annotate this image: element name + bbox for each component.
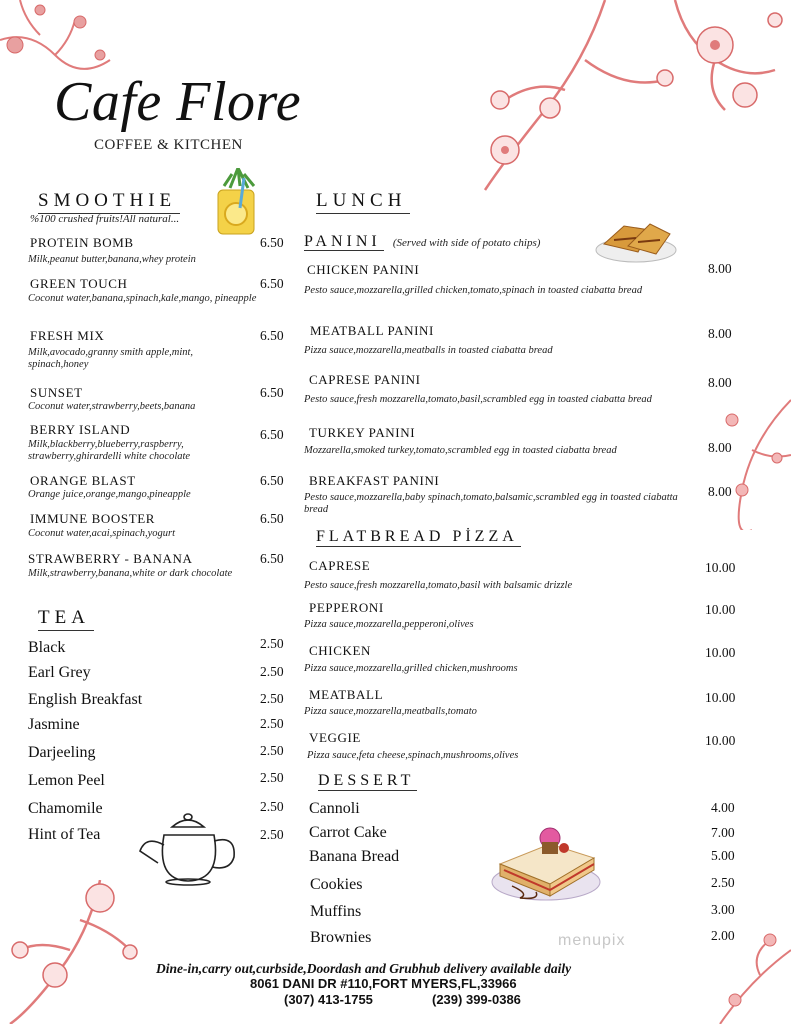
lunch-section-title: LUNCH: [316, 190, 410, 214]
item-description: Orange juice,orange,mango,pineapple: [28, 489, 191, 500]
item-name: STRAWBERRY - BANANA: [28, 551, 193, 566]
pizza-item-description: Pizza sauce,mozzarella,meatballs,tomato: [304, 706, 477, 717]
tea-item-price: 2.50: [260, 716, 284, 731]
pizza-item-description: Pizza sauce,mozzarella,pepperoni,olives: [304, 619, 474, 630]
dessert-item-price: 2.00: [711, 928, 735, 943]
item-price: 6.50: [260, 276, 284, 291]
tea-item-name: Hint of Tea: [28, 826, 101, 843]
pizza-item-price: 10.00: [705, 645, 736, 660]
pizza-item-name: CAPRESE: [309, 558, 371, 573]
dessert-item-name: Brownies: [310, 929, 372, 946]
pizza-item-name: PEPPERONI: [309, 600, 384, 615]
item-description: Milk,blackberry,blueberry,raspberry, strawberry,ghirardelli white chocolate: [28, 439, 191, 462]
panini-header: [304, 231, 540, 251]
item-price: 6.50: [260, 511, 284, 526]
tea-item-price: 2.50: [260, 664, 284, 679]
smoothie-note: %100 crushed fruits!All natural...: [30, 213, 180, 225]
pizza-item-price: 10.00: [705, 602, 736, 617]
item-price: 6.50: [260, 551, 284, 566]
panini-item-price: 8.00: [708, 261, 732, 276]
smoothie-item: [30, 385, 292, 401]
cake-slice-icon: [490, 824, 604, 904]
dessert-item-name: Cannoli: [309, 800, 360, 817]
dessert-item-name: Cookies: [310, 876, 363, 893]
panini-item-price: 8.00: [708, 326, 732, 341]
smoothie-item: [30, 422, 292, 442]
item-description: Milk,peanut butter,banana,whey protein: [28, 254, 196, 265]
dessert-item-price: 3.00: [711, 902, 735, 917]
brand-tagline: COFFEE & KITCHEN: [94, 137, 243, 153]
floral-branch-bottom-right: [680, 920, 791, 1024]
tea-item-price: 2.50: [260, 636, 284, 651]
tea-item-price: 2.50: [260, 799, 284, 814]
tea-item-price: 2.50: [260, 827, 284, 842]
footer-services: Dine-in,carry out,curbside,Doordash and Grubhub delivery available daily: [156, 961, 572, 976]
floral-branch-top-right: [475, 0, 791, 200]
panini-item-description: Pesto sauce,fresh mozzarella,tomato,basil,scrambled egg in toasted ciabatta bread: [304, 394, 652, 405]
panini-item-description: Pizza sauce,mozzarella,meatballs in toasted ciabatta bread: [304, 345, 553, 356]
smoothie-section-title: SMOOTHIE: [38, 190, 180, 214]
item-description: Coconut water,banana,spinach,kale,mango, pineapple: [28, 293, 257, 304]
teapot-icon: [136, 805, 242, 887]
footer-phone-2: (239) 399-0386: [432, 992, 521, 1007]
item-price: 6.50: [260, 328, 284, 343]
panini-title: PANINI: [304, 233, 384, 251]
tea-item-price: 2.50: [260, 691, 284, 706]
tea-item-name: English Breakfast: [28, 691, 143, 708]
item-name: ORANGE BLAST: [30, 473, 136, 488]
floral-branch-right-middle: [712, 390, 791, 530]
tea-item-name: Black: [28, 639, 66, 656]
smoothie-drink-icon: [210, 168, 266, 238]
tea-item-name: Jasmine: [28, 716, 80, 733]
smoothie-item: [30, 328, 292, 344]
pizza-item-name: CHICKEN: [309, 643, 371, 658]
panini-item-description: Pesto sauce,mozzarella,grilled chicken,tomato,spinach in toasted ciabatta bread: [304, 285, 643, 296]
smoothie-item: [28, 551, 292, 567]
panini-item-name: MEATBALL PANINI: [310, 323, 434, 338]
panini-item-price: 8.00: [708, 484, 732, 499]
dessert-section-title: DESSERT: [318, 772, 417, 791]
dessert-item-price: 4.00: [711, 800, 735, 815]
dessert-item-name: Carrot Cake: [309, 824, 387, 841]
panini-item-price: 8.00: [708, 440, 732, 455]
item-name: IMMUNE BOOSTER: [30, 511, 156, 526]
panini-sandwich-icon: [594, 212, 678, 264]
pizza-item-price: 10.00: [705, 690, 736, 705]
pizza-item-name: MEATBALL: [309, 687, 384, 702]
tea-item-name: Chamomile: [28, 800, 103, 817]
tea-item-name: Lemon Peel: [28, 772, 105, 789]
dessert-item-price: 7.00: [711, 825, 735, 840]
pizza-item-price: 10.00: [705, 560, 736, 575]
dessert-item-price: 2.50: [711, 875, 735, 890]
flatbread-section-title: FLATBREAD PİZZA: [316, 528, 521, 547]
tea-item-name: Earl Grey: [28, 664, 91, 681]
panini-item-name: CAPRESE PANINI: [309, 372, 421, 387]
tea-item-price: 2.50: [260, 770, 284, 785]
pizza-item-name: VEGGIE: [309, 730, 361, 745]
dessert-item-price: 5.00: [711, 848, 735, 863]
pizza-item-description: Pesto sauce,fresh mozzarella,tomato,basil with balsamic drizzle: [304, 580, 573, 591]
footer-phone-1: (307) 413-1755: [284, 992, 373, 1007]
item-name: PROTEIN BOMB: [30, 235, 134, 250]
item-name: FRESH MIX: [30, 328, 105, 343]
pizza-item-description: Pizza sauce,mozzarella,grilled chicken,mushrooms: [304, 663, 518, 674]
footer-address: 8061 DANI DR #110,FORT MYERS,FL,33966: [250, 976, 517, 991]
item-name: SUNSET: [30, 385, 83, 400]
item-description: Milk,avocado,granny smith apple,mint, spinach,honey: [28, 347, 194, 370]
panini-item-name: CHICKEN PANINI: [307, 262, 420, 277]
panini-item-description: Mozzarella,smoked turkey,tomato,scrambled egg in toasted ciabatta bread: [304, 445, 617, 456]
panini-note: (Served with side of potato chips): [392, 237, 541, 249]
item-name: BERRY ISLAND: [30, 422, 131, 437]
panini-item-description: Pesto sauce,mozzarella,baby spinach,tomato,balsamic,scrambled egg in toasted ciabatta bread: [304, 492, 678, 515]
tea-item-name: Darjeeling: [28, 744, 96, 761]
floral-branch-bottom-left: [0, 880, 160, 1024]
smoothie-item: [30, 235, 292, 251]
item-description: Coconut water,acai,spinach,yogurt: [28, 528, 175, 539]
smoothie-item: [30, 276, 292, 292]
dessert-item-name: Muffins: [310, 903, 362, 920]
item-description: Milk,strawberry,banana,white or dark chocolate: [28, 568, 233, 579]
pizza-item-price: 10.00: [705, 733, 736, 748]
tea-section-title: TEA: [38, 607, 94, 631]
dessert-item-name: Banana Bread: [309, 848, 400, 865]
panini-item-price: 8.00: [708, 375, 732, 390]
panini-item-name: TURKEY PANINI: [309, 425, 416, 440]
panini-item-name: BREAKFAST PANINI: [309, 473, 440, 488]
menupix-watermark: menupix: [558, 932, 626, 949]
item-price: 6.50: [260, 427, 284, 442]
tea-item-price: 2.50: [260, 743, 284, 758]
item-price: 6.50: [260, 473, 284, 488]
smoothie-item: [30, 473, 292, 489]
item-name: GREEN TOUCH: [30, 276, 128, 291]
item-price: 6.50: [260, 235, 284, 250]
pizza-item-description: Pizza sauce,feta cheese,spinach,mushrooms,olives: [307, 750, 519, 761]
item-description: Coconut water,strawberry,beets,banana: [28, 401, 196, 412]
item-price: 6.50: [260, 385, 284, 400]
smoothie-item: [30, 511, 292, 527]
brand-logo: Cafe Flore: [54, 71, 302, 133]
